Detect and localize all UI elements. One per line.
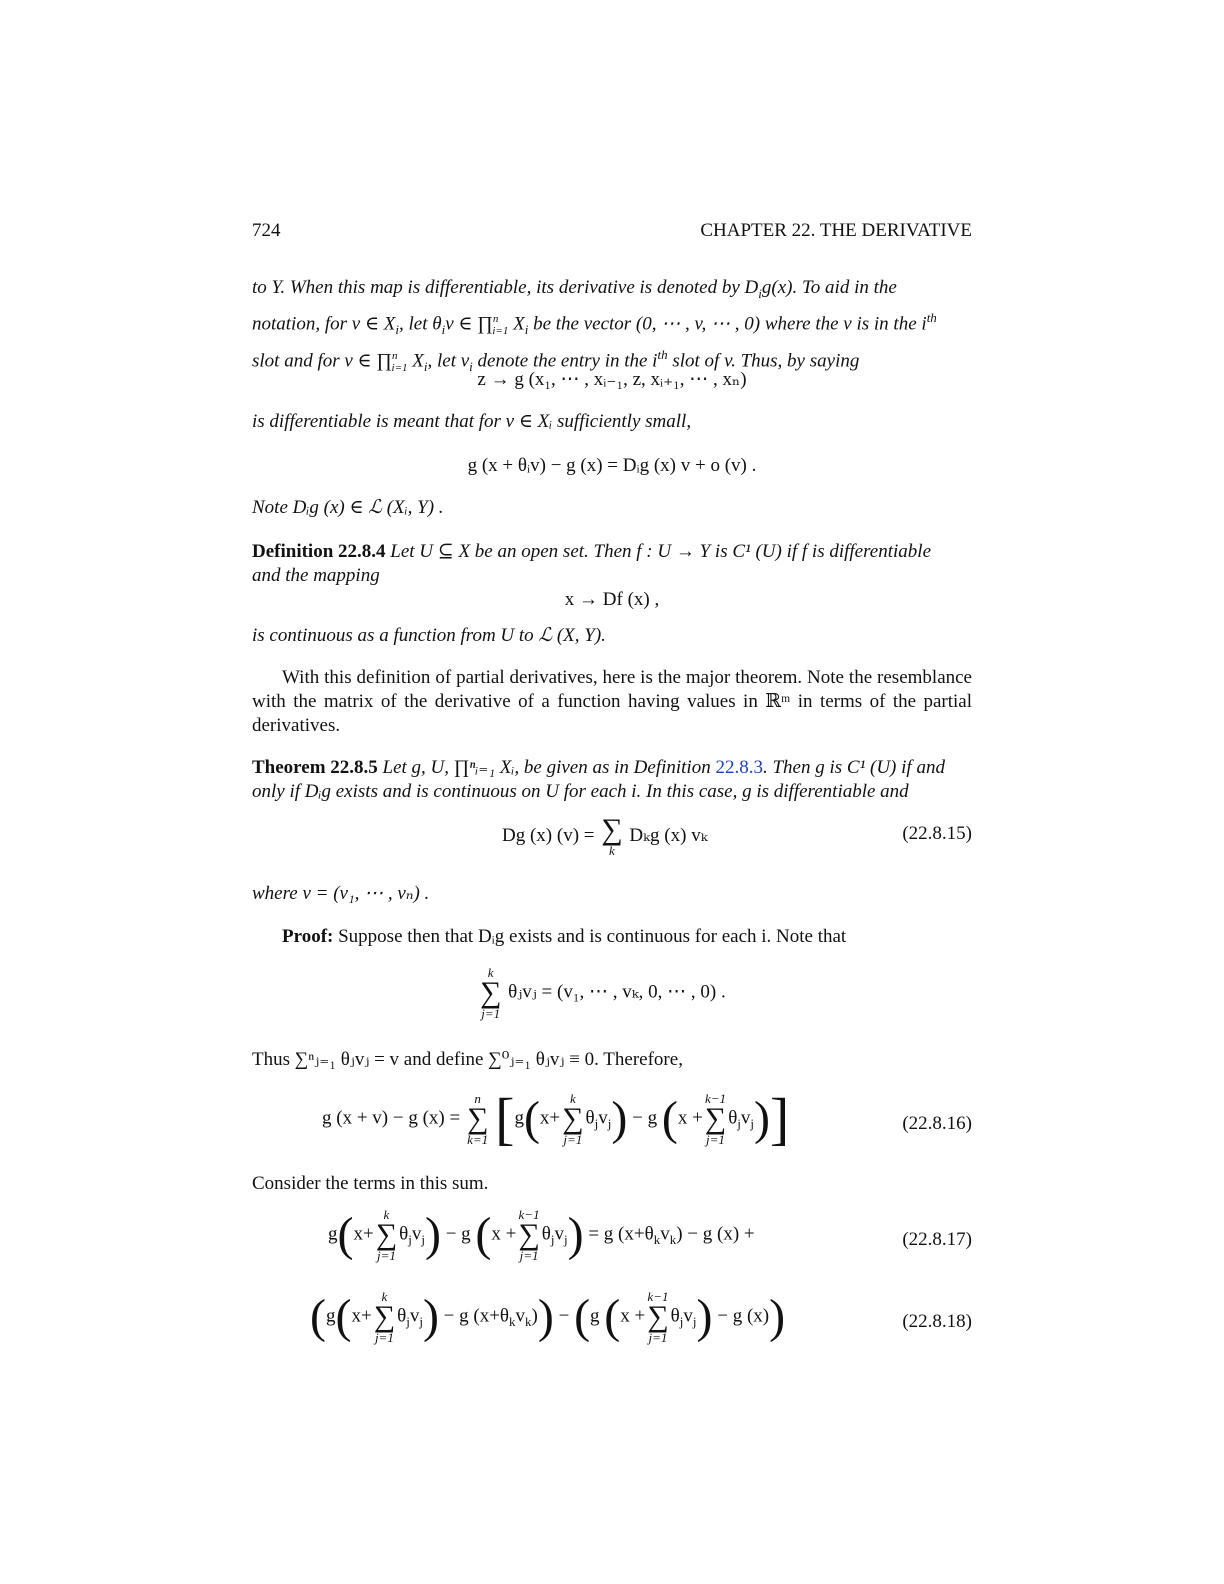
chapter-title: CHAPTER 22. THE DERIVATIVE <box>700 220 972 241</box>
equation-number: (22.8.17) <box>902 1229 972 1250</box>
equation-map: z → g (x₁, ⋯ , xᵢ₋₁, z, xᵢ₊₁, ⋯ , xₙ) <box>477 369 747 390</box>
equation-partial-sum: k ∑ j=1 θⱼvⱼ = (v₁, ⋯ , vₖ, 0, ⋯ , 0) . <box>480 965 726 1021</box>
consider-line: Consider the terms in this sum. <box>252 1173 489 1194</box>
definition-equation: x → Df (x) , <box>564 589 660 610</box>
equation-22-8-18: (g(x+ k ∑ j=1 $\theta_jv_j) - g$ $(x+\theta_kv_k)) - (g$ (x + k−1 ∑ j=1 $\theta_jv_j) - g$ (x)) (22.8.18) <box>310 1289 972 1345</box>
definition-22-8-4: Definition 22.8.4 Let U ⊆ X be an open set. Then f : U → Y is C¹ (U) if f is differentiable and the mapping x → Df (x) , is continuous as a function from U to ℒ (X, Y). <box>252 540 972 648</box>
intro-paragraph: to Y. When this map is differentiable, its derivative is denoted by $D_ig(x)$. To aid in the notation, for v ∈ $X_i$, let $\theta_iv$ ∈ ∏$^n_{i=1}$ $X_i$ be the vector (0, ⋯ , v, ⋯ , 0) where the v is in the $i^{th}$ slot and for v ∈ ∏$^n_{i=1}$ $X_i$, let $v_i$ denote the entry in the $i^{th}$ slot of v. Thus, by saying <box>252 277 937 375</box>
theorem-where: where v = (v₁, ⋯ , vₙ) . <box>252 883 430 904</box>
equation-22-8-17: g(x+ k ∑ j=1 $\theta_jv_j) - g$ (x + k−1 ∑ j=1 $\theta_jv_j) = g$ $(x+\theta_kv_k) - g$ (x) + (22.8.17) <box>328 1207 972 1263</box>
definition-label: Definition 22.8.4 <box>252 541 386 562</box>
paragraph-differentiable: is differentiable is meant that for v ∈ Xᵢ sufficiently small, <box>252 411 692 432</box>
equation-number: (22.8.16) <box>902 1113 972 1134</box>
note-line: Note Dᵢg (x) ∈ ℒ (Xᵢ, Y) . <box>252 497 444 518</box>
theorem-label: Theorem 22.8.5 <box>252 757 378 778</box>
page-number: 724 <box>252 220 281 241</box>
theorem-22-8-5: Theorem 22.8.5 Let g, U, ∏ⁿᵢ₌₁ Xᵢ, be given as in Definition 22.8.3. Then g is C¹ (U) if and only if Dᵢg exists and is continuous on U for each i. In this case, g is differentiable and <box>252 757 945 802</box>
equation-22-8-16: g (x + v) − g (x) = n ∑ k=1 [g(x+ k ∑ j=1 $\theta_jv_j) - g$ (x + k−1 ∑ j=1 $\theta_jv_j$)] (22.8.16) <box>322 1086 972 1151</box>
definition-link[interactable]: 22.8.3 <box>715 757 763 778</box>
proof-label: Proof: <box>282 926 334 947</box>
equation-22-8-15: Dg (x) (v) = ∑ k Dₖg (x) vₖ (22.8.15) <box>502 813 972 858</box>
equation-number: (22.8.15) <box>902 823 972 844</box>
thus-line: Thus ∑ⁿⱼ₌₁ θⱼvⱼ = v and define ∑⁰ⱼ₌₁ θⱼvⱼ ≡ 0. Therefore, <box>252 1049 683 1070</box>
proof-start: Proof: Suppose then that Dᵢg exists and is continuous for each i. Note that <box>282 926 847 947</box>
equation-partial: g (x + θᵢv) − g (x) = Dᵢg (x) v + o (v) . <box>467 455 757 476</box>
equation-number: (22.8.18) <box>902 1311 972 1332</box>
paragraph-resemblance: With this definition of partial derivatives, here is the major theorem. Note the resemblance with the matrix of the derivative of a function having values in ℝᵐ in terms of the partial derivatives. <box>252 667 972 736</box>
